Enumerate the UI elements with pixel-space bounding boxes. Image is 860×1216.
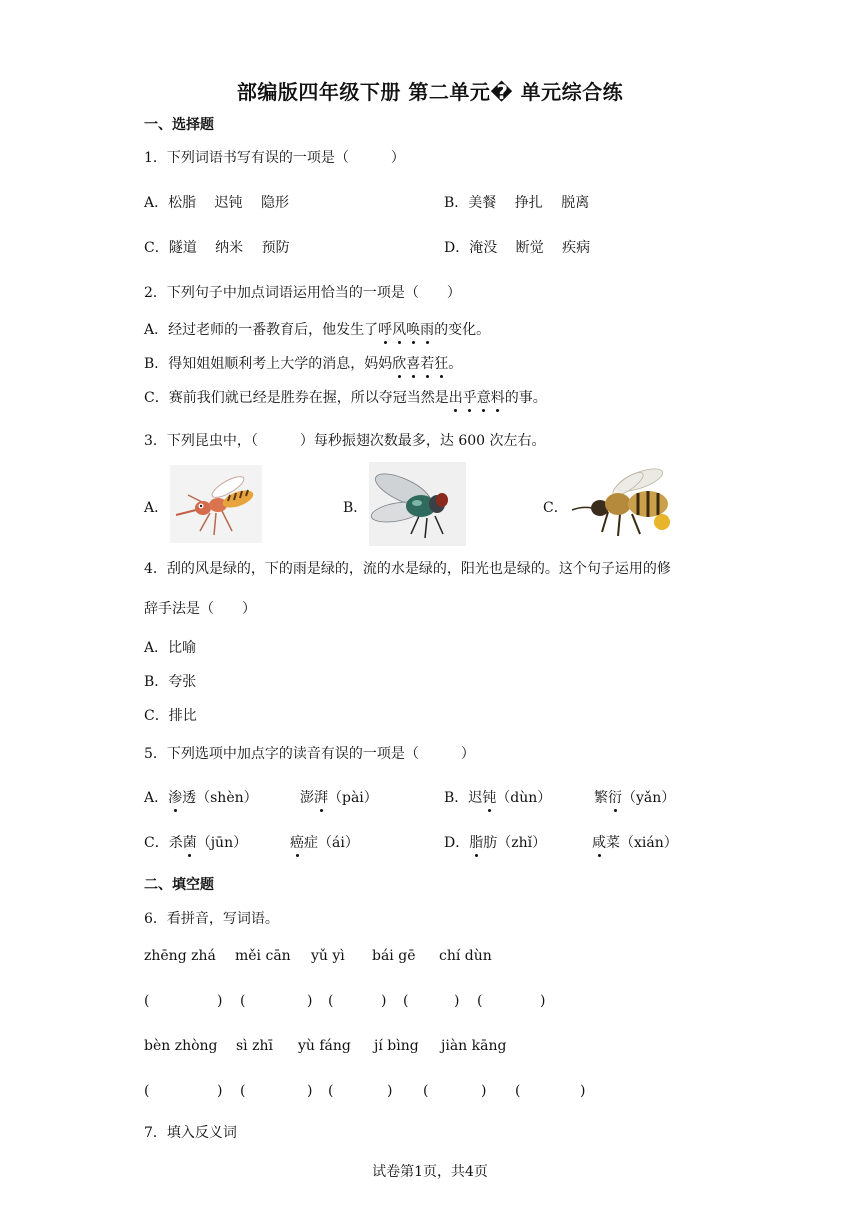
page-footer: 试卷第1页，共4页 — [372, 1164, 488, 1180]
question-5-option-c-item-2: 癌症（ái） — [290, 832, 359, 852]
question-5-option-d-item-2: 咸菜（xián） — [592, 832, 678, 852]
answer-blank-close-paren: ) — [454, 993, 460, 1009]
question-6-stem: 6．看拼音，写词语。 — [144, 911, 279, 927]
answer-blank-close-paren: ) — [580, 1083, 586, 1099]
question-3-option-c: C． — [543, 500, 568, 516]
answer-blank-open-paren: ( — [328, 1083, 334, 1099]
question-4-option-c: C．排比 — [144, 708, 197, 724]
question-3-option-a: A． — [144, 500, 169, 516]
fly-image — [369, 462, 466, 546]
question-2-stem: 2．下列句子中加点词语运用恰当的一项是（ ） — [144, 285, 461, 301]
pinyin-item: jiàn kāng — [441, 1038, 507, 1054]
question-5-option-d-item-1: D．脂肪（zhǐ） — [444, 832, 546, 852]
question-5-option-b-item-1: B．迟钝（dùn） — [444, 787, 551, 807]
answer-blank-open-paren: ( — [423, 1083, 429, 1099]
section-heading-fill-in: 二、填空题 — [144, 877, 214, 893]
question-5-option-a-item-1: A．渗透（shèn） — [144, 787, 258, 807]
pinyin-item: bèn zhòng — [144, 1038, 218, 1054]
pinyin-item: sì zhī — [236, 1038, 273, 1054]
question-2-option-b: B．得知姐姐顺利考上大学的消息，妈妈欣喜若狂。 — [144, 353, 462, 373]
pinyin-item: yù fáng — [298, 1038, 351, 1054]
question-7-stem: 7．填入反义词 — [144, 1125, 237, 1141]
question-4-stem-line-1: 4．刮的风是绿的，下的雨是绿的，流的水是绿的，阳光也是绿的。这个句子运用的修 — [144, 561, 671, 577]
question-1-option-b: B．美餐 挣扎 脱离 — [444, 195, 590, 211]
pinyin-item: chí dùn — [439, 948, 492, 964]
question-5-option-b-item-2: 繁衍（yǎn） — [594, 787, 675, 807]
question-2-option-c: C．赛前我们就已经是胜券在握，所以夺冠当然是出乎意料的事。 — [144, 387, 547, 407]
question-1-option-a: A．松脂 迟钝 隐形 — [144, 195, 290, 211]
question-4-stem-line-2: 辞手法是（ ） — [144, 601, 256, 617]
question-1-option-d: D．淹没 断觉 疾病 — [444, 240, 591, 256]
question-5-option-c-item-1: C．杀菌（jūn） — [144, 832, 247, 852]
answer-blank-open-paren: ( — [515, 1083, 521, 1099]
pinyin-item: bái gē — [372, 948, 416, 964]
pinyin-item: zhēng zhá — [144, 948, 216, 964]
answer-blank-close-paren: ) — [540, 993, 546, 1009]
question-4-option-a: A．比喻 — [144, 640, 197, 656]
answer-blank-open-paren: ( — [144, 993, 150, 1009]
pinyin-item: měi cān — [235, 948, 291, 964]
page-title: 部编版四年级下册 第二单元� 单元综合练 — [236, 80, 624, 104]
answer-blank-open-paren: ( — [477, 993, 483, 1009]
answer-blank-close-paren: ) — [217, 1083, 223, 1099]
question-3-option-b: B． — [343, 500, 368, 516]
question-1-stem: 1．下列词语书写有误的一项是（ ） — [144, 150, 405, 166]
answer-blank-close-paren: ) — [387, 1083, 393, 1099]
section-heading-choice: 一、选择题 — [144, 117, 214, 133]
question-1-option-c: C．隧道 纳米 预防 — [144, 240, 290, 256]
answer-blank-open-paren: ( — [403, 993, 409, 1009]
answer-blank-close-paren: ) — [381, 993, 387, 1009]
bee-image — [568, 462, 686, 546]
answer-blank-open-paren: ( — [240, 1083, 246, 1099]
answer-blank-close-paren: ) — [307, 993, 313, 1009]
question-3-stem: 3．下列昆虫中，（ ）每秒振翅次数最多，达 600 次左右。 — [144, 433, 546, 449]
answer-blank-open-paren: ( — [328, 993, 334, 1009]
pinyin-item: jí bìng — [374, 1038, 419, 1054]
question-5-option-a-item-2: 澎湃（pài） — [300, 787, 378, 807]
pinyin-item: yǔ yì — [311, 948, 345, 964]
answer-blank-close-paren: ) — [481, 1083, 487, 1099]
answer-blank-open-paren: ( — [240, 993, 246, 1009]
question-5-stem: 5．下列选项中加点字的读音有误的一项是（ ） — [144, 746, 475, 762]
mosquito-image — [170, 465, 262, 543]
answer-blank-close-paren: ) — [307, 1083, 313, 1099]
answer-blank-close-paren: ) — [217, 993, 223, 1009]
question-4-option-b: B．夸张 — [144, 674, 197, 690]
answer-blank-open-paren: ( — [144, 1083, 150, 1099]
question-2-option-a: A．经过老师的一番教育后，他发生了呼风唤雨的变化。 — [144, 319, 490, 339]
